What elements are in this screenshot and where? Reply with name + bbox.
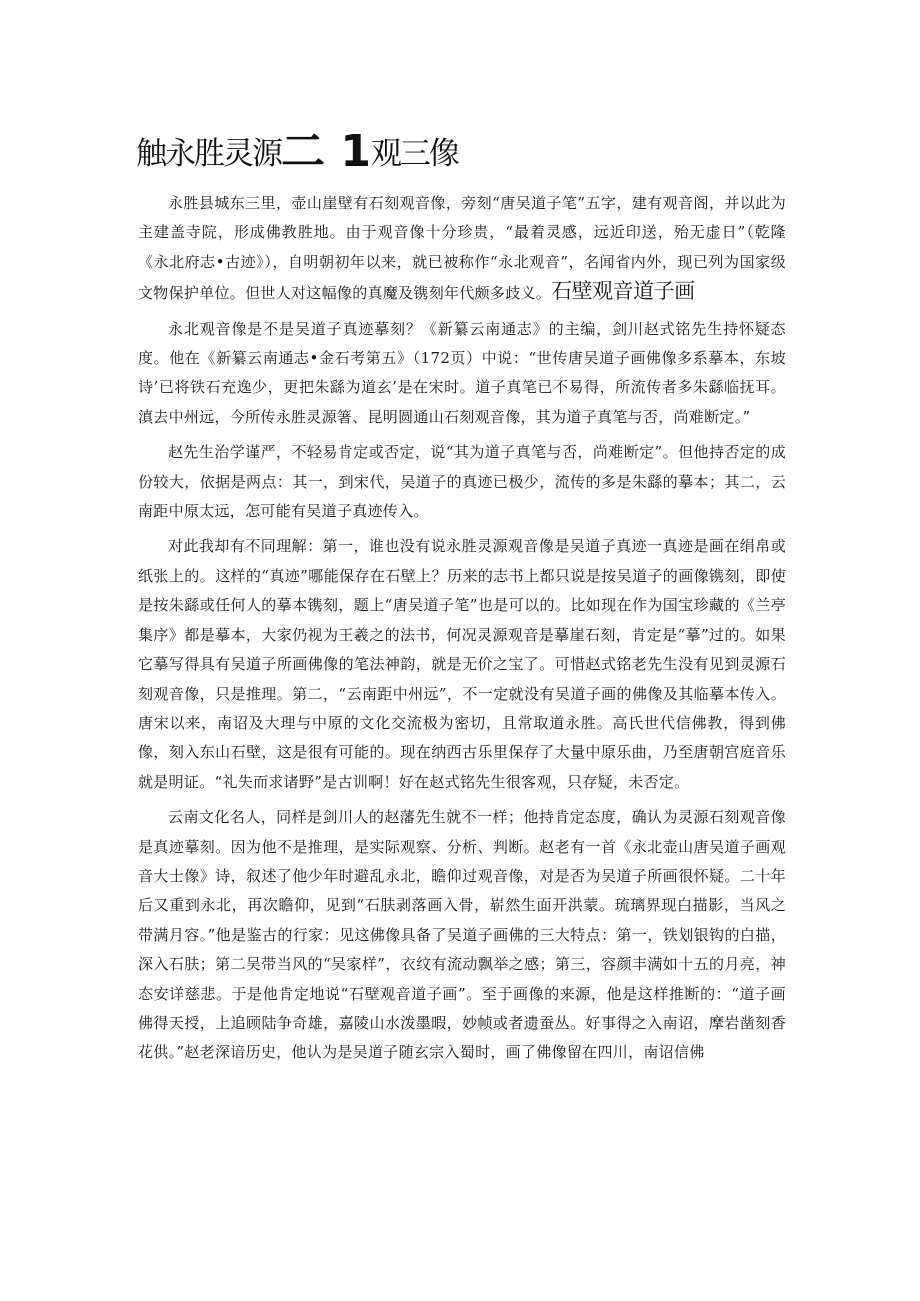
paragraph-2: 永北观音像是不是吴道子真迹摹刻？《新纂云南通志》的主编，剑川赵式铭先生持怀疑态度。他在《新纂云南通志•金石考第五》（172页）中说：“世传唐吴道子画佛像多系摹本，东坡诗’已将铁石充逸少，更把朱繇为道玄’是在宋时。道子真笔已不易得，所流传者多朱繇临抚耳。滇去中州远，今所传永胜灵源箸、昆明圆通山石刻观音像，其为道子真笔与否，尚难断定。”	[138, 319, 786, 426]
paragraph-5: 云南文化名人，同样是剑川人的赵藩先生就不一样；他持肯定态度，确认为灵源石刻观音像是真迹摹刻。因为他不是推理，是实际观察、分析、判断。赵老有一首《永北壶山唐吴道子画观音大士像》诗，叙述了他少年时避乱永北，瞻仰过观音像，对是否为吴道子所画很怀疑。二十年后又重到永北，再次瞻仰，见到“石肤剥落画入骨，崭然生面开洪蒙。琉璃界现白描影，当风之带满月容。”他是鉴古的行家：见这佛像具备了吴道子画佛的三大特点：第一，铁划银钩的白描，深入石肤；第二吴带当风的“吴家样”，衣纹有流动飘举之感；第三，容颜丰满如十五的月亮，神态安详慈悲。于是他肯定地说“石壁观音道子画”。至于画像的来源，他是这样推断的：“道子画佛得天授，上追顾陆争奇雄，嘉陵山水泼墨暇，妙帧或者遗蚕丛。好事得之入南诏，摩岩凿刻香花供。”赵老深谙历史，他认为是吴道子随玄宗入蜀时，画了佛像留在四川，南诏信佛	[138, 808, 786, 1062]
paragraph-1	[138, 189, 786, 309]
paragraph-3: 赵先生治学谨严，不轻易肯定或否定，说“其为道子真笔与否，尚难断定”。但他持否定的成份较大，依据是两点：其一，到宋代，吴道子的真迹已极少，流传的多是朱繇的摹本；其二，云南距中原太远，怎可能有吴道子真迹传入。	[138, 443, 786, 521]
inline-heading: 石壁观音道子画	[551, 279, 695, 304]
article-body	[138, 189, 786, 1070]
title-part-2: 二 1	[281, 126, 371, 177]
title-part-3: 观三像	[370, 136, 458, 172]
paragraph-1-text: 永胜县城东三里，壶山崖壁有石刻观音像，旁刻“唐吴道子笔”五字，建有观音阁，并以此为主建盖寺院，形成佛教胜地。由于观音像十分珍贵，“最着灵感，远近印送，殆无虚日”（乾隆《永北府志•古迹》），自明朝初年以来，就已被称作“永北观音”，名闻省内外，现已列为国家级文物保护单位。但世人对这幅像的真魔及镌刻年代颇多歧义。	[138, 194, 786, 303]
page-title	[136, 128, 458, 176]
paragraph-4: 对此我却有不同理解：第一，谁也没有说永胜灵源观音像是吴道子真迹一真迹是画在绢帛或纸张上的。这样的“真迹”哪能保存在石壁上？历来的志书上都只说是按吴道子的画像镌刻，即使是按朱繇或任何人的摹本镌刻，题上“唐吴道子笔”也是可以的。比如现在作为国宝珍藏的《兰亭集序》都是摹本，大家仍视为王羲之的法书，何况灵源观音是摹崖石刻，肯定是“摹”过的。如果它摹写得具有吴道子所画佛像的笔法神韵，就是无价之宝了。可惜赵式铭老先生没有见到灵源石刻观音像，只是推理。第二，“云南距中州远”，不一定就没有吴道子画的佛像及其临摹本传入。唐宋以来，南诏及大理与中原的文化交流极为密切，且常取道永胜。高氏世代信佛教，得到佛像，刻入东山石壁，这是很有可能的。现在纳西古乐里保存了大量中原乐曲，乃至唐朝宫庭音乐就是明证。“礼失而求诸野”是古训啊！好在赵式铭先生很客观，只存疑，未否定。	[138, 537, 786, 791]
title-part-1: 触永胜灵源	[136, 136, 281, 172]
